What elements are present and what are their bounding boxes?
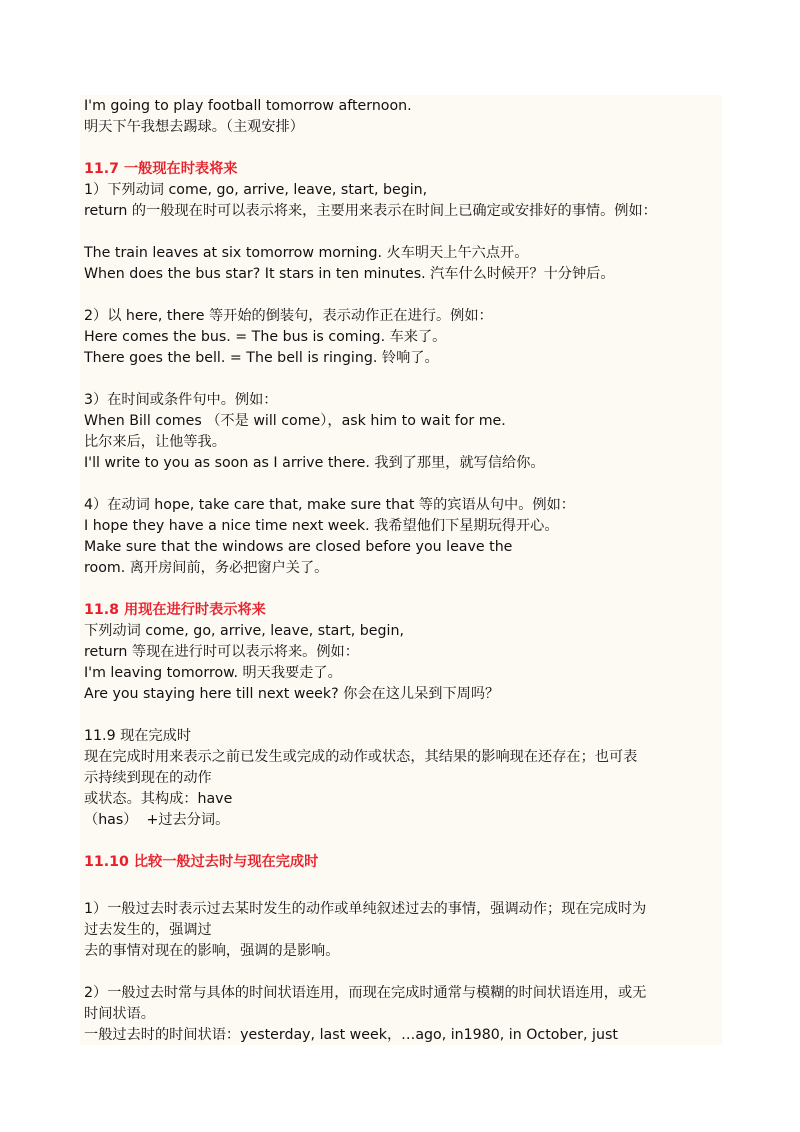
section-title-11-9: 11.9 现在完成时 xyxy=(84,728,192,744)
example-line: Are you staying here till next week? 你会在这儿呆到下周吗？ xyxy=(84,686,500,702)
text-line: 1）一般过去时表示过去某时发生的动作或单纯叙述过去的事情，强调动作；现在完成时为 xyxy=(84,901,647,917)
text-line: 下列动词 come, go, arrive, leave, start, begin, xyxy=(84,623,404,639)
text-line: 过去发生的，强调过 xyxy=(84,922,212,938)
text-line: （has） +过去分词。 xyxy=(84,812,230,828)
example-line: There goes the bell. = The bell is ringing. 铃响了。 xyxy=(84,350,439,366)
text-line: 4）在动词 hope, take care that, make sure that 等的宾语从句中。例如： xyxy=(84,497,575,513)
text-line: return 的一般现在时可以表示将来，主要用来表示在时间上已确定或安排好的事情。例如： xyxy=(84,203,657,219)
example-line: I hope they have a nice time next week. 我希望他们下星期玩得开心。 xyxy=(84,518,559,534)
example-line: I'll write to you as soon as I arrive there. 我到了那里，就写信给你。 xyxy=(84,455,545,471)
example-line: I'm leaving tomorrow. 明天我要走了。 xyxy=(84,665,342,681)
text-line: 2）一般过去时常与具体的时间状语连用，而现在完成时通常与模糊的时间状语连用，或无 xyxy=(84,985,647,1001)
text-line: 或状态。其构成：have xyxy=(84,791,233,807)
text-line: 明天下午我想去踢球。（主观安排） xyxy=(84,119,304,135)
text-line: 时间状语。 xyxy=(84,1006,155,1022)
example-line: Here comes the bus. = The bus is coming. 车来了。 xyxy=(84,329,447,345)
section-heading-11-10: 11.10 比较一般过去时与现在完成时 xyxy=(84,854,319,870)
text-line: 3）在时间或条件句中。例如： xyxy=(84,392,278,408)
text-line: I'm going to play football tomorrow afternoon. xyxy=(84,98,412,114)
example-line: 比尔来后，让他等我。 xyxy=(84,434,226,450)
example-line: room. 离开房间前，务必把窗户关了。 xyxy=(84,560,329,576)
document-body xyxy=(84,96,724,1046)
text-line: return 等现在进行时可以表示将来。例如： xyxy=(84,644,359,660)
text-line: 1）下列动词 come, go, arrive, leave, start, begin, xyxy=(84,182,428,198)
text-line: 去的事情对现在的影响，强调的是影响。 xyxy=(84,943,340,959)
example-line: When Bill comes （不是 will come），ask him to wait for me. xyxy=(84,413,506,429)
text-line: 示持续到现在的动作 xyxy=(84,770,212,786)
text-line: 2）以 here, there 等开始的倒装句，表示动作正在进行。例如： xyxy=(84,308,493,324)
example-line: When does the bus star? It stars in ten minutes. 汽车什么时候开？十分钟后。 xyxy=(84,266,615,282)
section-heading-11-7: 11.7 一般现在时表将来 xyxy=(84,161,238,177)
text-line: 一般过去时的时间状语：yesterday, last week，…ago, in1980, in October, just xyxy=(84,1027,618,1043)
example-line: Make sure that the windows are closed before you leave the xyxy=(84,539,513,555)
section-heading-11-8: 11.8 用现在进行时表示将来 xyxy=(84,602,266,618)
example-line: The train leaves at six tomorrow morning. 火车明天上午六点开。 xyxy=(84,245,529,261)
text-line: 现在完成时用来表示之前已发生或完成的动作或状态，其结果的影响现在还存在；也可表 xyxy=(84,749,638,765)
